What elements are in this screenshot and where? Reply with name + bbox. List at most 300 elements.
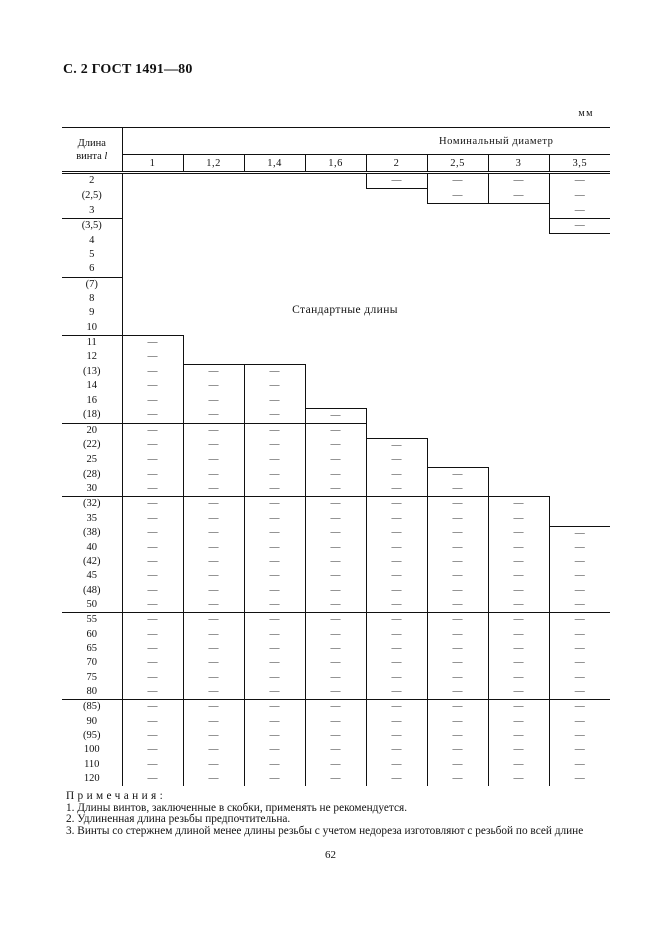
row-label: 3 bbox=[62, 204, 122, 219]
dash-cell: — bbox=[305, 497, 366, 512]
dash-cell: — bbox=[147, 365, 158, 377]
dash-cell: — bbox=[549, 715, 610, 729]
dash-cell: — bbox=[183, 365, 244, 380]
row-label: (18) bbox=[62, 408, 122, 423]
dash-cell: — bbox=[427, 189, 488, 204]
row-label: 90 bbox=[62, 715, 122, 729]
empty-cell bbox=[122, 248, 183, 262]
row-label: 45 bbox=[62, 569, 122, 583]
dash-cell: — bbox=[183, 700, 244, 715]
empty-cell bbox=[183, 350, 244, 364]
dash-cell: — bbox=[305, 729, 366, 743]
empty-cell bbox=[549, 335, 610, 350]
empty-cell bbox=[122, 277, 183, 292]
dimensions-table bbox=[62, 127, 610, 786]
dash-cell: — bbox=[122, 685, 183, 700]
dash-cell: — bbox=[488, 715, 549, 729]
empty-cell bbox=[305, 335, 366, 350]
empty-cell bbox=[427, 423, 488, 438]
empty-cell bbox=[122, 262, 183, 277]
empty-cell bbox=[366, 262, 427, 277]
row-label: (42) bbox=[62, 555, 122, 569]
empty-cell bbox=[122, 189, 183, 204]
dash-cell: — bbox=[244, 729, 305, 743]
empty-cell bbox=[244, 218, 305, 233]
dash-cell: — bbox=[488, 598, 549, 613]
table-row bbox=[62, 758, 610, 772]
empty-cell bbox=[488, 204, 549, 219]
dash-cell: — bbox=[244, 758, 305, 772]
dash-cell: — bbox=[366, 584, 427, 598]
dash-cell: — bbox=[183, 423, 244, 438]
dash-cell: — bbox=[244, 642, 305, 656]
standard-lengths-label: Стандартные длины bbox=[292, 304, 398, 316]
table-row bbox=[62, 173, 610, 189]
dash-cell: — bbox=[366, 656, 427, 670]
dash-cell: — bbox=[427, 700, 488, 715]
empty-cell bbox=[427, 218, 488, 233]
dash-cell: — bbox=[427, 526, 488, 541]
empty-cell bbox=[488, 335, 549, 350]
dash-cell: — bbox=[244, 497, 305, 512]
empty-cell bbox=[183, 173, 244, 189]
page-number: 62 bbox=[325, 849, 336, 861]
empty-cell bbox=[366, 408, 427, 423]
dash-cell: — bbox=[366, 598, 427, 613]
table-row bbox=[62, 453, 610, 467]
dash-cell: — bbox=[366, 526, 427, 541]
table-row bbox=[62, 772, 610, 786]
empty-cell bbox=[549, 467, 610, 482]
dash-cell: — bbox=[366, 173, 427, 189]
empty-cell bbox=[122, 204, 183, 219]
diameter-values-row bbox=[62, 155, 610, 173]
dash-cell: — bbox=[244, 482, 305, 497]
diameter-column-header: 1,2 bbox=[183, 155, 244, 173]
dash-cell: — bbox=[244, 408, 305, 423]
dash-cell: — bbox=[122, 408, 183, 423]
dash-cell: — bbox=[183, 656, 244, 670]
empty-cell bbox=[549, 306, 610, 320]
row-label: (2,5) bbox=[62, 189, 122, 204]
empty-cell bbox=[183, 189, 244, 204]
empty-cell bbox=[549, 350, 610, 364]
table-row bbox=[62, 379, 610, 393]
dash-cell: — bbox=[549, 526, 610, 541]
table-row bbox=[62, 204, 610, 219]
table-row bbox=[62, 277, 610, 292]
dash-cell: — bbox=[244, 628, 305, 642]
row-label: 70 bbox=[62, 656, 122, 670]
diameter-column-header: 3 bbox=[488, 155, 549, 173]
table-row bbox=[62, 526, 610, 541]
empty-cell bbox=[488, 379, 549, 393]
dash-cell: — bbox=[147, 512, 158, 524]
row-label: 100 bbox=[62, 743, 122, 757]
dash-cell: — bbox=[427, 729, 488, 743]
table-row bbox=[62, 729, 610, 743]
row-label: (13) bbox=[62, 365, 122, 380]
dash-cell: — bbox=[305, 541, 366, 555]
dash-cell: — bbox=[305, 715, 366, 729]
dash-cell: — bbox=[427, 715, 488, 729]
row-label: 10 bbox=[62, 321, 122, 336]
dash-cell: — bbox=[549, 685, 610, 700]
empty-cell bbox=[305, 365, 366, 380]
note-item: 3. Винты со стержнем длиной менее длины резьбы с учетом недореза изготовляют с резьбой по всей длине bbox=[66, 824, 584, 837]
empty-cell bbox=[549, 408, 610, 423]
dash-cell: — bbox=[549, 598, 610, 613]
dash-cell: — bbox=[183, 482, 244, 497]
empty-cell bbox=[549, 423, 610, 438]
empty-cell bbox=[488, 262, 549, 277]
dash-cell: — bbox=[147, 498, 158, 510]
dash-cell: — bbox=[183, 772, 244, 786]
empty-cell bbox=[488, 482, 549, 497]
empty-cell bbox=[427, 262, 488, 277]
table-row bbox=[62, 408, 610, 423]
diameter-column-header: 1 bbox=[122, 155, 183, 173]
empty-cell bbox=[366, 379, 427, 393]
dash-cell: — bbox=[488, 569, 549, 583]
dash-cell: — bbox=[488, 555, 549, 569]
empty-cell bbox=[305, 277, 366, 292]
dash-cell: — bbox=[183, 598, 244, 613]
dash-cell: — bbox=[549, 642, 610, 656]
dash-cell: — bbox=[549, 555, 610, 569]
table-row bbox=[62, 234, 610, 248]
dash-cell: — bbox=[305, 526, 366, 541]
dash-cell: — bbox=[147, 643, 158, 654]
dash-cell: — bbox=[549, 772, 610, 786]
dash-cell: — bbox=[183, 569, 244, 583]
dash-cell: — bbox=[244, 453, 305, 467]
dash-cell: — bbox=[427, 772, 488, 786]
empty-cell bbox=[488, 423, 549, 438]
empty-cell bbox=[183, 234, 244, 248]
row-label: (85) bbox=[62, 700, 122, 715]
empty-cell bbox=[549, 262, 610, 277]
row-label: (22) bbox=[62, 438, 122, 453]
table-row bbox=[62, 642, 610, 656]
table-row bbox=[62, 423, 610, 438]
table-row bbox=[62, 262, 610, 277]
empty-cell bbox=[244, 234, 305, 248]
empty-cell bbox=[244, 204, 305, 219]
dash-cell: — bbox=[183, 467, 244, 482]
dash-cell: — bbox=[183, 555, 244, 569]
empty-cell bbox=[427, 204, 488, 219]
dash-cell: — bbox=[427, 173, 488, 189]
row-label: 40 bbox=[62, 541, 122, 555]
row-label: 110 bbox=[62, 758, 122, 772]
dash-cell: — bbox=[427, 584, 488, 598]
empty-cell bbox=[366, 335, 427, 350]
dash-cell: — bbox=[488, 497, 549, 512]
empty-cell bbox=[427, 335, 488, 350]
dash-cell: — bbox=[488, 512, 549, 526]
dash-cell: — bbox=[427, 685, 488, 700]
diameter-column-header: 1,4 bbox=[244, 155, 305, 173]
dash-cell: — bbox=[305, 685, 366, 700]
empty-cell bbox=[488, 306, 549, 320]
dash-cell: — bbox=[305, 758, 366, 772]
dash-cell: — bbox=[147, 570, 158, 582]
dash-cell: — bbox=[366, 467, 427, 482]
empty-cell bbox=[122, 234, 183, 248]
dash-cell: — bbox=[147, 468, 158, 480]
dash-cell: — bbox=[183, 394, 244, 408]
empty-cell bbox=[244, 350, 305, 364]
empty-cell bbox=[549, 234, 610, 248]
dash-cell: — bbox=[488, 743, 549, 757]
dash-cell: — bbox=[183, 671, 244, 685]
empty-cell bbox=[488, 467, 549, 482]
row-label: 50 bbox=[62, 598, 122, 613]
empty-cell bbox=[183, 292, 244, 306]
empty-cell bbox=[488, 365, 549, 380]
dash-cell: — bbox=[147, 584, 158, 596]
dash-cell: — bbox=[488, 628, 549, 642]
dash-cell: — bbox=[244, 423, 305, 438]
table-row bbox=[62, 321, 610, 336]
empty-cell bbox=[366, 234, 427, 248]
dash-cell: — bbox=[244, 512, 305, 526]
dash-cell: — bbox=[366, 671, 427, 685]
diameter-column-header: 3,5 bbox=[549, 155, 610, 173]
note-item: 1. Длины винтов, заключенные в скобки, применять не рекомендуется. bbox=[66, 801, 408, 814]
table-row bbox=[62, 598, 610, 613]
dash-cell: — bbox=[244, 700, 305, 715]
empty-cell bbox=[488, 453, 549, 467]
dash-cell: — bbox=[305, 423, 366, 438]
dash-cell: — bbox=[147, 614, 158, 626]
dash-cell: — bbox=[549, 189, 610, 204]
dash-cell: — bbox=[366, 512, 427, 526]
dash-cell: — bbox=[147, 729, 158, 741]
row-label: (48) bbox=[62, 584, 122, 598]
dash-cell: — bbox=[244, 715, 305, 729]
empty-cell bbox=[122, 218, 183, 233]
empty-cell bbox=[549, 512, 610, 526]
dash-cell: — bbox=[244, 656, 305, 670]
dash-cell: — bbox=[427, 758, 488, 772]
diameter-column-header: 2 bbox=[366, 155, 427, 173]
empty-cell bbox=[305, 204, 366, 219]
empty-cell bbox=[305, 234, 366, 248]
row-label: 5 bbox=[62, 248, 122, 262]
dash-cell: — bbox=[427, 656, 488, 670]
dash-cell: — bbox=[244, 379, 305, 393]
empty-cell bbox=[427, 234, 488, 248]
diameter-column-header: 2,5 bbox=[427, 155, 488, 173]
dash-cell: — bbox=[488, 173, 549, 189]
dash-cell: — bbox=[366, 482, 427, 497]
empty-cell bbox=[549, 365, 610, 380]
dash-cell: — bbox=[427, 541, 488, 555]
empty-cell bbox=[427, 394, 488, 408]
dash-cell: — bbox=[549, 743, 610, 757]
dash-cell: — bbox=[488, 189, 549, 204]
dash-cell: — bbox=[488, 526, 549, 541]
empty-cell bbox=[427, 365, 488, 380]
row-label: 80 bbox=[62, 685, 122, 700]
dash-cell: — bbox=[305, 772, 366, 786]
dash-cell: — bbox=[244, 526, 305, 541]
dash-cell: — bbox=[183, 642, 244, 656]
table-row bbox=[62, 569, 610, 583]
empty-cell bbox=[305, 321, 366, 336]
empty-cell bbox=[549, 248, 610, 262]
dash-cell: — bbox=[427, 497, 488, 512]
table-row bbox=[62, 497, 610, 512]
empty-cell bbox=[183, 218, 244, 233]
empty-cell bbox=[427, 408, 488, 423]
empty-cell bbox=[427, 292, 488, 306]
row-label: (28) bbox=[62, 467, 122, 482]
table-row bbox=[62, 365, 610, 380]
table-row bbox=[62, 555, 610, 569]
dash-cell: — bbox=[147, 424, 158, 436]
table-row bbox=[62, 715, 610, 729]
dash-cell: — bbox=[549, 569, 610, 583]
row-label: 6 bbox=[62, 262, 122, 277]
dash-cell: — bbox=[244, 685, 305, 700]
dash-cell: — bbox=[488, 642, 549, 656]
empty-cell bbox=[427, 453, 488, 467]
row-label: (7) bbox=[62, 277, 122, 292]
empty-cell bbox=[183, 321, 244, 336]
empty-cell bbox=[305, 350, 366, 364]
empty-cell bbox=[244, 277, 305, 292]
dash-cell: — bbox=[366, 715, 427, 729]
dash-cell: — bbox=[305, 569, 366, 583]
dash-cell: — bbox=[147, 715, 158, 727]
dash-cell: — bbox=[183, 379, 244, 393]
empty-cell bbox=[122, 306, 183, 320]
empty-cell bbox=[366, 218, 427, 233]
dash-cell: — bbox=[427, 555, 488, 569]
table-row bbox=[62, 350, 610, 364]
table-row bbox=[62, 700, 610, 715]
notes bbox=[66, 791, 614, 837]
dash-cell: — bbox=[147, 758, 158, 770]
empty-cell bbox=[366, 350, 427, 364]
empty-cell bbox=[305, 218, 366, 233]
empty-cell bbox=[305, 189, 366, 204]
dash-cell: — bbox=[244, 569, 305, 583]
table-row bbox=[62, 541, 610, 555]
empty-cell bbox=[305, 379, 366, 393]
empty-cell bbox=[549, 394, 610, 408]
dash-cell: — bbox=[427, 598, 488, 613]
dash-cell: — bbox=[427, 642, 488, 656]
dash-cell: — bbox=[488, 700, 549, 715]
dash-cell: — bbox=[183, 743, 244, 757]
dash-cell: — bbox=[147, 657, 158, 669]
dash-cell: — bbox=[366, 685, 427, 700]
dash-cell: — bbox=[366, 438, 427, 453]
dash-cell: — bbox=[366, 613, 427, 628]
empty-cell bbox=[366, 365, 427, 380]
table-header-row bbox=[62, 128, 610, 155]
empty-cell bbox=[427, 350, 488, 364]
dash-cell: — bbox=[427, 482, 488, 497]
table-row bbox=[62, 656, 610, 670]
dash-cell: — bbox=[183, 715, 244, 729]
dash-cell: — bbox=[366, 700, 427, 715]
dash-cell: — bbox=[488, 729, 549, 743]
dash-cell: — bbox=[549, 656, 610, 670]
dash-cell: — bbox=[549, 541, 610, 555]
dash-cell: — bbox=[488, 772, 549, 786]
dash-cell: — bbox=[366, 642, 427, 656]
dash-cell: — bbox=[147, 351, 158, 363]
dash-cell: — bbox=[305, 438, 366, 453]
empty-cell bbox=[183, 335, 244, 350]
dash-cell: — bbox=[122, 598, 183, 613]
empty-cell bbox=[183, 204, 244, 219]
empty-cell bbox=[549, 453, 610, 467]
table-row bbox=[62, 189, 610, 204]
dash-cell: — bbox=[305, 598, 366, 613]
empty-cell bbox=[549, 438, 610, 453]
empty-cell bbox=[366, 248, 427, 262]
dash-cell: — bbox=[305, 743, 366, 757]
table-row bbox=[62, 335, 610, 350]
empty-cell bbox=[122, 321, 183, 336]
dash-cell: — bbox=[147, 772, 158, 784]
empty-cell bbox=[488, 438, 549, 453]
row-label: 65 bbox=[62, 642, 122, 656]
dash-cell: — bbox=[427, 743, 488, 757]
dash-cell: — bbox=[122, 482, 183, 497]
corner-header: Длина винта l bbox=[62, 128, 122, 173]
dash-cell: — bbox=[244, 613, 305, 628]
empty-cell bbox=[366, 204, 427, 219]
dash-cell: — bbox=[305, 656, 366, 670]
row-label: 9 bbox=[62, 306, 122, 320]
row-label: 2 bbox=[62, 173, 122, 189]
dash-cell: — bbox=[183, 613, 244, 628]
dash-cell: — bbox=[366, 555, 427, 569]
empty-cell bbox=[427, 248, 488, 262]
dash-cell: — bbox=[366, 541, 427, 555]
dash-cell: — bbox=[427, 569, 488, 583]
dash-cell: — bbox=[147, 453, 158, 465]
diameter-column-header: 1,6 bbox=[305, 155, 366, 173]
empty-cell bbox=[183, 277, 244, 292]
dash-cell: — bbox=[427, 512, 488, 526]
dash-cell: — bbox=[488, 758, 549, 772]
table-row bbox=[62, 248, 610, 262]
dash-cell: — bbox=[244, 541, 305, 555]
empty-cell bbox=[427, 277, 488, 292]
empty-cell bbox=[488, 321, 549, 336]
dash-cell: — bbox=[366, 743, 427, 757]
dash-cell: — bbox=[147, 701, 158, 713]
dimensions-table-wrap bbox=[62, 127, 610, 786]
dash-cell: — bbox=[305, 613, 366, 628]
dash-cell: — bbox=[147, 380, 158, 392]
empty-cell bbox=[488, 408, 549, 423]
dash-cell: — bbox=[305, 628, 366, 642]
dash-cell: — bbox=[183, 453, 244, 467]
dash-cell: — bbox=[427, 613, 488, 628]
row-label: 8 bbox=[62, 292, 122, 306]
empty-cell bbox=[244, 248, 305, 262]
dash-cell: — bbox=[147, 541, 158, 553]
